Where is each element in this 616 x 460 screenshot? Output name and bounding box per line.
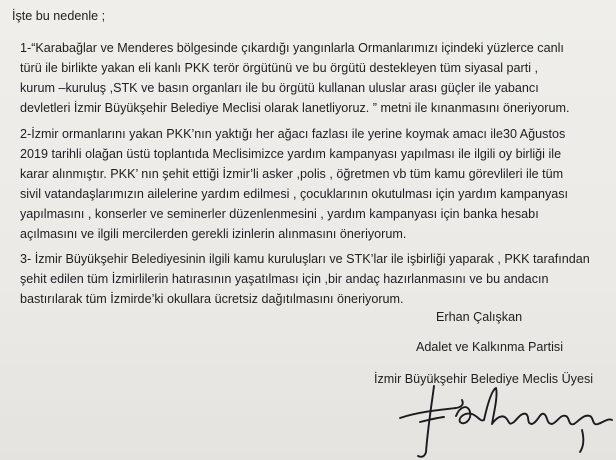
paragraph-line: sivil vatandaşlarımızın ailelerine yardım edilmesi , çocuklarının okutulması için yardım kampanyası: [20, 187, 569, 201]
paragraph-line: 3- İzmir Büyükşehir Belediyesinin ilgili kamu kuruluşları ve STK’lar ile işbirliği yaparak , PKK tarafından: [20, 252, 590, 266]
greeting-line: İşte bu nedenle ;: [12, 9, 106, 23]
paragraph-line: devletleri İzmir Büyükşehir Belediye Meclisi olarak lanetliyoruz. ” metni ile kınanmasını öneriyorum.: [20, 101, 570, 115]
paragraph-line: yapılmasını , konserler ve seminerler düzenlenmesini , yardım kampanyası için banka hesabı: [20, 207, 539, 221]
paragraph-line: şehit edilen tüm İzmirlilerin hatırasının yaşatılması için ,bir andaç hazırlanmasını ve bu andacın: [20, 272, 549, 286]
paragraph-line: kurum –kuruluş ,STK ve basın organları ile bu örgütü kullanan uluslar arası güçler ile yabancı: [20, 81, 539, 95]
paragraph-line: 1-“Karabağlar ve Menderes bölgesinde çıkardığı yangınlarla Ormanlarımızı içindeki yüzlerce canlı: [20, 41, 564, 55]
signer-party: Adalet ve Kalkınma Partisi: [416, 340, 563, 354]
signer-name: Erhan Çalışkan: [436, 310, 523, 324]
paragraph-line: türü ile birlikte yakan eli kanlı PKK terör örgütünü ve bu örgütü destekleyen tüm siyasal parti ,: [20, 61, 539, 75]
paragraph-line: bastırılarak tüm İzmirde’ki okullara ücretsiz dağıtılmasını öneriyorum.: [20, 292, 404, 306]
signer-title: İzmir Büyükşehir Belediye Meclis Üyesi: [374, 372, 594, 386]
handwritten-signature: [398, 382, 616, 460]
paragraph-line: 2-İzmir ormanlarını yakan PKK’nın yaktığı her ağacı fazlası ile yerine koymak amacı ile30 Ağustos: [20, 127, 566, 141]
paragraph-line: karar alınmıştır. PKK’ nın şehit ettiği İzmir’li asker ,polis , öğretmen vb tüm kamu görevlileri ile tüm: [20, 167, 564, 181]
paragraph-line: açılmasını ve ilgili mercilerden gerekli izinlerin alınmasını öneriyorum.: [20, 227, 407, 241]
paragraph-line: 2019 tarihli olağan üstü toplantıda Meclisimizce yardım kampanyası yapılması ile ilgili oy birliği ile: [20, 147, 562, 161]
